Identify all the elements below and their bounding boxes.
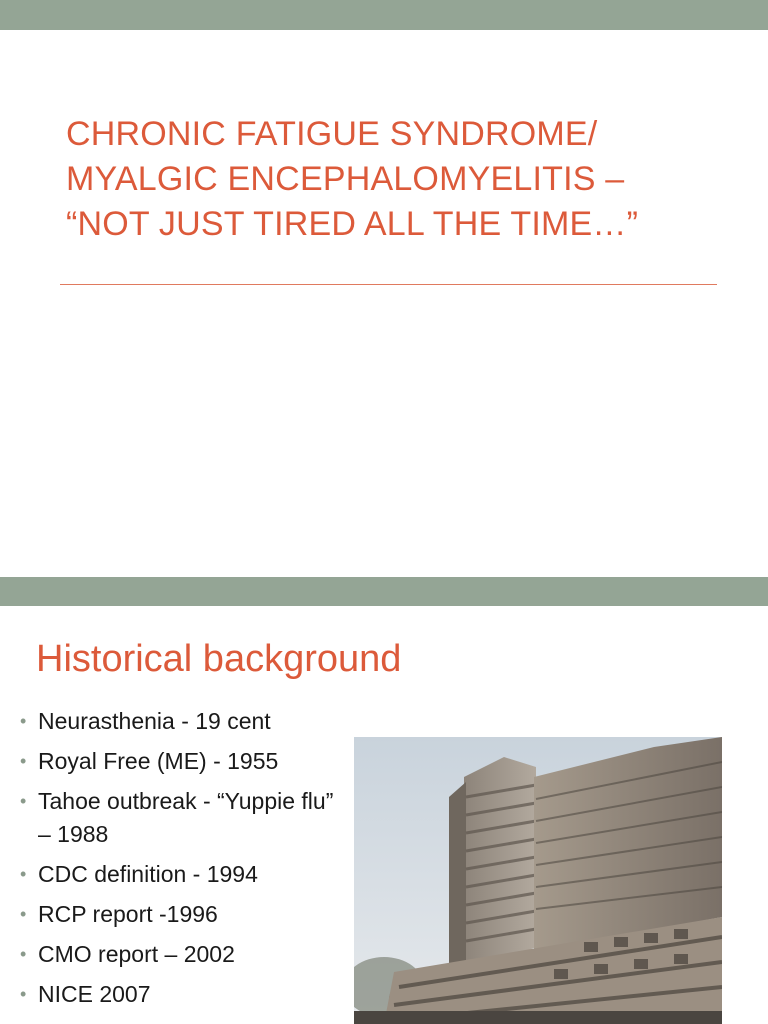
bullet-list bbox=[18, 705, 348, 1018]
slide-title: Historical background bbox=[36, 638, 402, 680]
bullet-item bbox=[18, 898, 348, 931]
bullet-dot-icon: • bbox=[20, 864, 27, 884]
bullet-item bbox=[18, 745, 348, 778]
slide-header-band bbox=[0, 577, 768, 606]
bullet-text: NICE 2007 bbox=[38, 981, 151, 1007]
title-line: “NOT JUST TIRED ALL THE TIME…” bbox=[66, 205, 639, 243]
bullet-text: Neurasthenia - 19 cent bbox=[38, 708, 271, 734]
bullet-item bbox=[18, 785, 348, 851]
bullet-dot-icon: • bbox=[20, 984, 27, 1004]
bullet-item bbox=[18, 938, 348, 971]
bullet-text: RCP report -1996 bbox=[38, 901, 218, 927]
bullet-item bbox=[18, 978, 348, 1011]
building-illustration bbox=[354, 737, 722, 1024]
title-divider bbox=[60, 284, 717, 285]
slide-title bbox=[66, 112, 726, 247]
bullet-text: Royal Free (ME) - 1955 bbox=[38, 748, 279, 774]
content-slide bbox=[0, 577, 768, 1024]
title-line: MYALGIC ENCEPHALOMYELITIS – bbox=[66, 160, 625, 198]
bullet-text: Tahoe outbreak - “Yuppie flu” – 1988 bbox=[38, 788, 334, 847]
bullet-dot-icon: • bbox=[20, 711, 27, 731]
bullet-dot-icon: • bbox=[20, 751, 27, 771]
bullet-item bbox=[18, 858, 348, 891]
hospital-building-photo bbox=[354, 737, 722, 1024]
bullet-dot-icon: • bbox=[20, 944, 27, 964]
title-line: CHRONIC FATIGUE SYNDROME/ bbox=[66, 115, 598, 153]
bullet-dot-icon: • bbox=[20, 904, 27, 924]
bullet-text: CMO report – 2002 bbox=[38, 941, 235, 967]
bullet-item bbox=[18, 705, 348, 738]
slide-header-band bbox=[0, 0, 768, 30]
bullet-text: CDC definition - 1994 bbox=[38, 861, 258, 887]
bullet-dot-icon: • bbox=[20, 791, 27, 811]
